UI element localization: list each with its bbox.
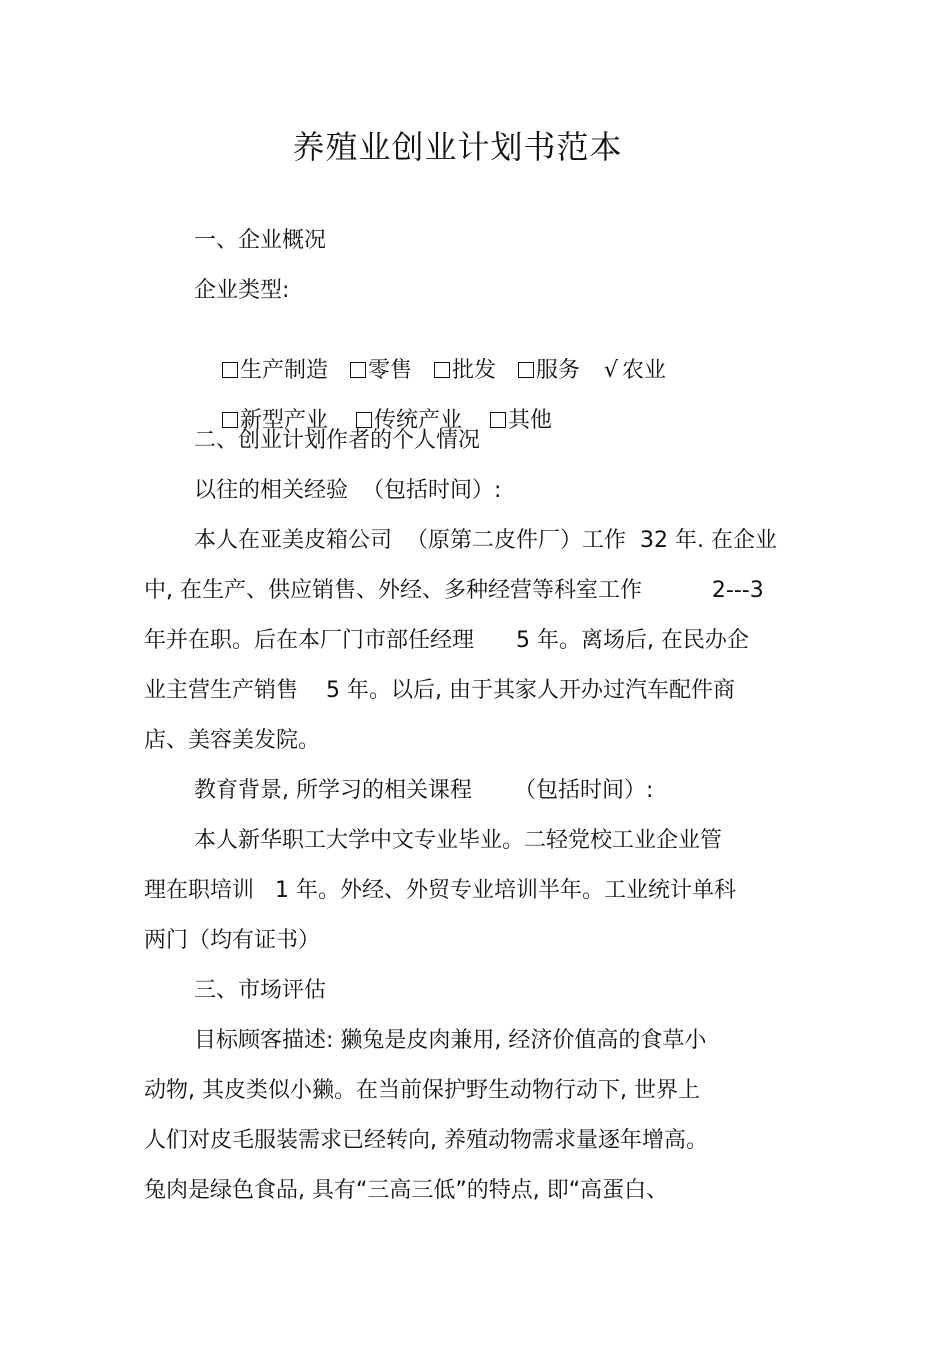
option-label: 传统产业 [374,408,463,433]
experience-paragraph-line: 业主营生产销售 5 年。以后, 由于其家人开办过汽车配件商 [144,678,735,703]
check-mark-icon: √ [604,358,619,383]
option-label: 其他 [508,408,553,433]
section-heading-author: 二、创业计划作者的个人情况 [194,428,481,453]
education-paragraph-line: 理在职培训 1 年。外经、外贸专业培训半年。工业统计单科 [144,878,736,903]
option-label: 新型产业 [239,408,328,433]
experience-paragraph-line: 中, 在生产、供应销售、外经、多种经营等科室工作 2---3 [144,578,764,603]
section-heading-market: 三、市场评估 [194,978,327,1003]
option-label: 农业 [622,358,667,383]
experience-label: 以往的相关经验 （包括时间）: [194,478,502,503]
section-heading-overview: 一、企业概况 [194,228,327,253]
experience-paragraph-line: 店、美容美发院。 [144,728,321,753]
enterprise-type-label: 企业类型: [194,278,290,303]
option-label: 批发 [452,358,497,383]
option-agriculture [602,356,666,386]
option-label: 服务 [536,358,581,383]
experience-paragraph-line: 本人在亚美皮箱公司 （原第二皮件厂）工作 32 年. 在企业 [194,528,777,553]
education-paragraph-line: 本人新华职工大学中文专业毕业。二轻党校工业企业管 [194,828,723,853]
checkbox-empty-icon [490,412,506,428]
option-label: 生产制造 [239,358,328,383]
customer-paragraph-line: 兔肉是绿色食品, 具有“三高三低”的特点, 即“高蛋白、 [144,1178,669,1203]
education-label: 教育背景, 所学习的相关课程 （包括时间）: [194,778,654,803]
option-other [490,406,552,436]
document-title: 养殖业创业计划书范本 [292,128,623,166]
experience-paragraph-line: 年并在职。后在本厂门市部任经理 5 年。离场后, 在民办企 [144,628,749,653]
customer-paragraph-line: 动物, 其皮类似小獭。在当前保护野生动物行动下, 世界上 [144,1078,700,1103]
education-paragraph-line: 两门（均有证书） [144,928,321,953]
option-label: 零售 [368,358,413,383]
customer-paragraph-line: 目标顾客描述: 獭兔是皮肉兼用, 经济价值高的食草小 [194,1028,707,1053]
customer-paragraph-line: 人们对皮毛服装需求已经转向, 养殖动物需求量逐年增高。 [144,1128,708,1153]
